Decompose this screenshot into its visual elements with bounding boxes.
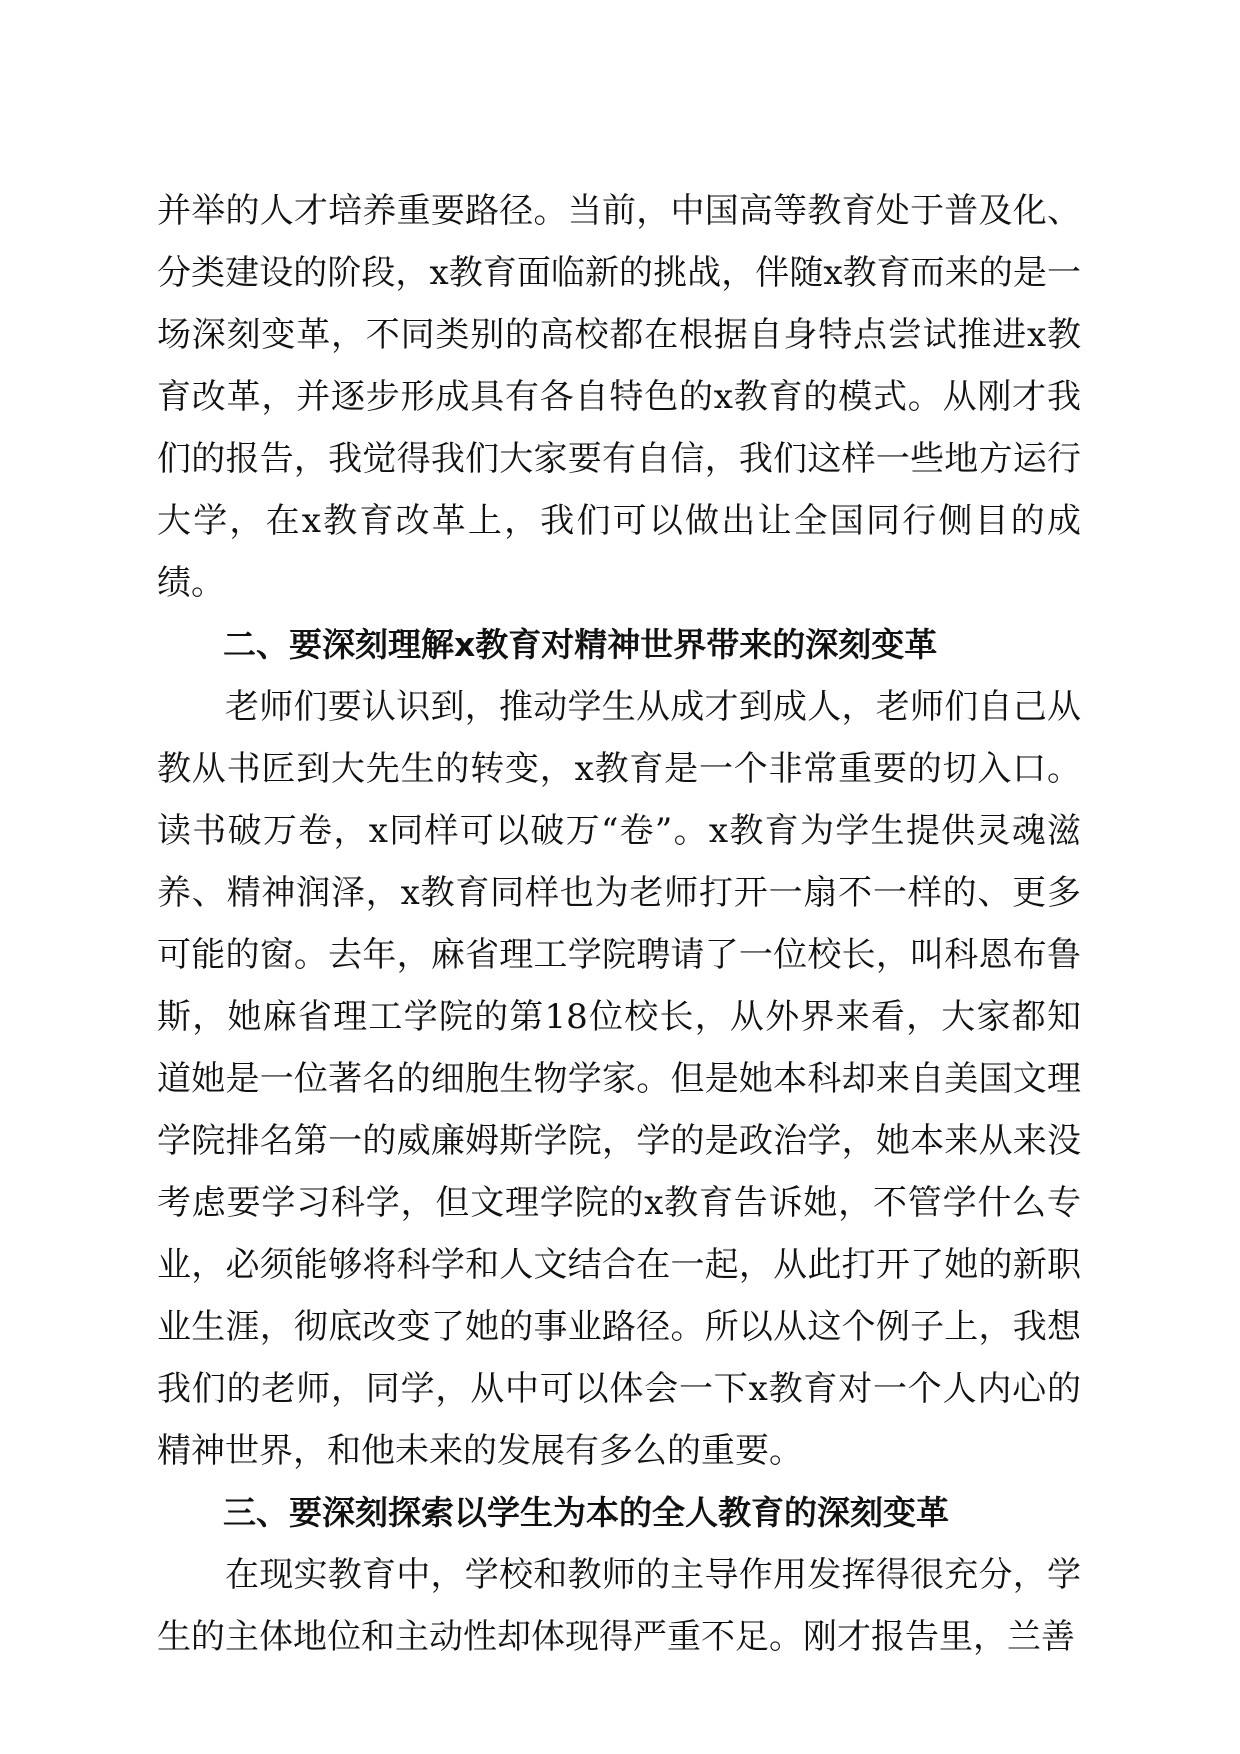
section-heading-2: 二、要深刻理解x教育对精神世界带来的深刻变革 [223, 625, 938, 664]
paragraph-section-3: 在现实教育中，学校和教师的主导作用发挥得很充分，学生的主体地位和主动性却体现得严重不足。刚才报告里，兰善 [157, 1555, 1081, 1657]
paragraph-section-2: 老师们要认识到，推动学生从成才到成人，老师们自己从教从书匠到大先生的转变，x教育是一个非常重要的切入口。读书破万卷，x同样可以破万“卷”。x教育为学生提供灵魂滋养、精神润泽，x教育同样也为老师打开一扇不一样的、更多可能的窗。去年，麻省理工学院聘请了一位校长，叫科恩布鲁斯，她麻省理工学院的第18位校长，从外界来看，大家都知道她是一位著名的细胞生物学家。但是她本科却来自美国文理学院排名第一的威廉姆斯学院，学的是政治学，她本来从来没考虑要学习科学，但文理学院的x教育告诉她，不管学什么专业，必须能够将科学和人文结合在一起，从此打开了她的新职业生涯，彻底改变了她的事业路径。所以从这个例子上，我想我们的老师，同学，从中可以体会一下x教育对一个人内心的精神世界，和他未来的发展有多么的重要。 [157, 687, 1081, 1471]
paragraph-continuation: 并举的人才培养重要路径。当前，中国高等教育处于普及化、分类建设的阶段，x教育面临新的挑战，伴随x教育而来的是一场深刻变革，不同类别的高校都在根据自身特点尝试推进x教育改革，并逐步形成具有各自特色的x教育的模式。从刚才我们的报告，我觉得我们大家要有自信，我们这样一些地方运行大学，在x教育改革上，我们可以做出让全国同行侧目的成绩。 [157, 191, 1081, 603]
section-heading-3: 三、要深刻探索以学生为本的全人教育的深刻变革 [223, 1493, 949, 1532]
document-body [157, 180, 1081, 1668]
